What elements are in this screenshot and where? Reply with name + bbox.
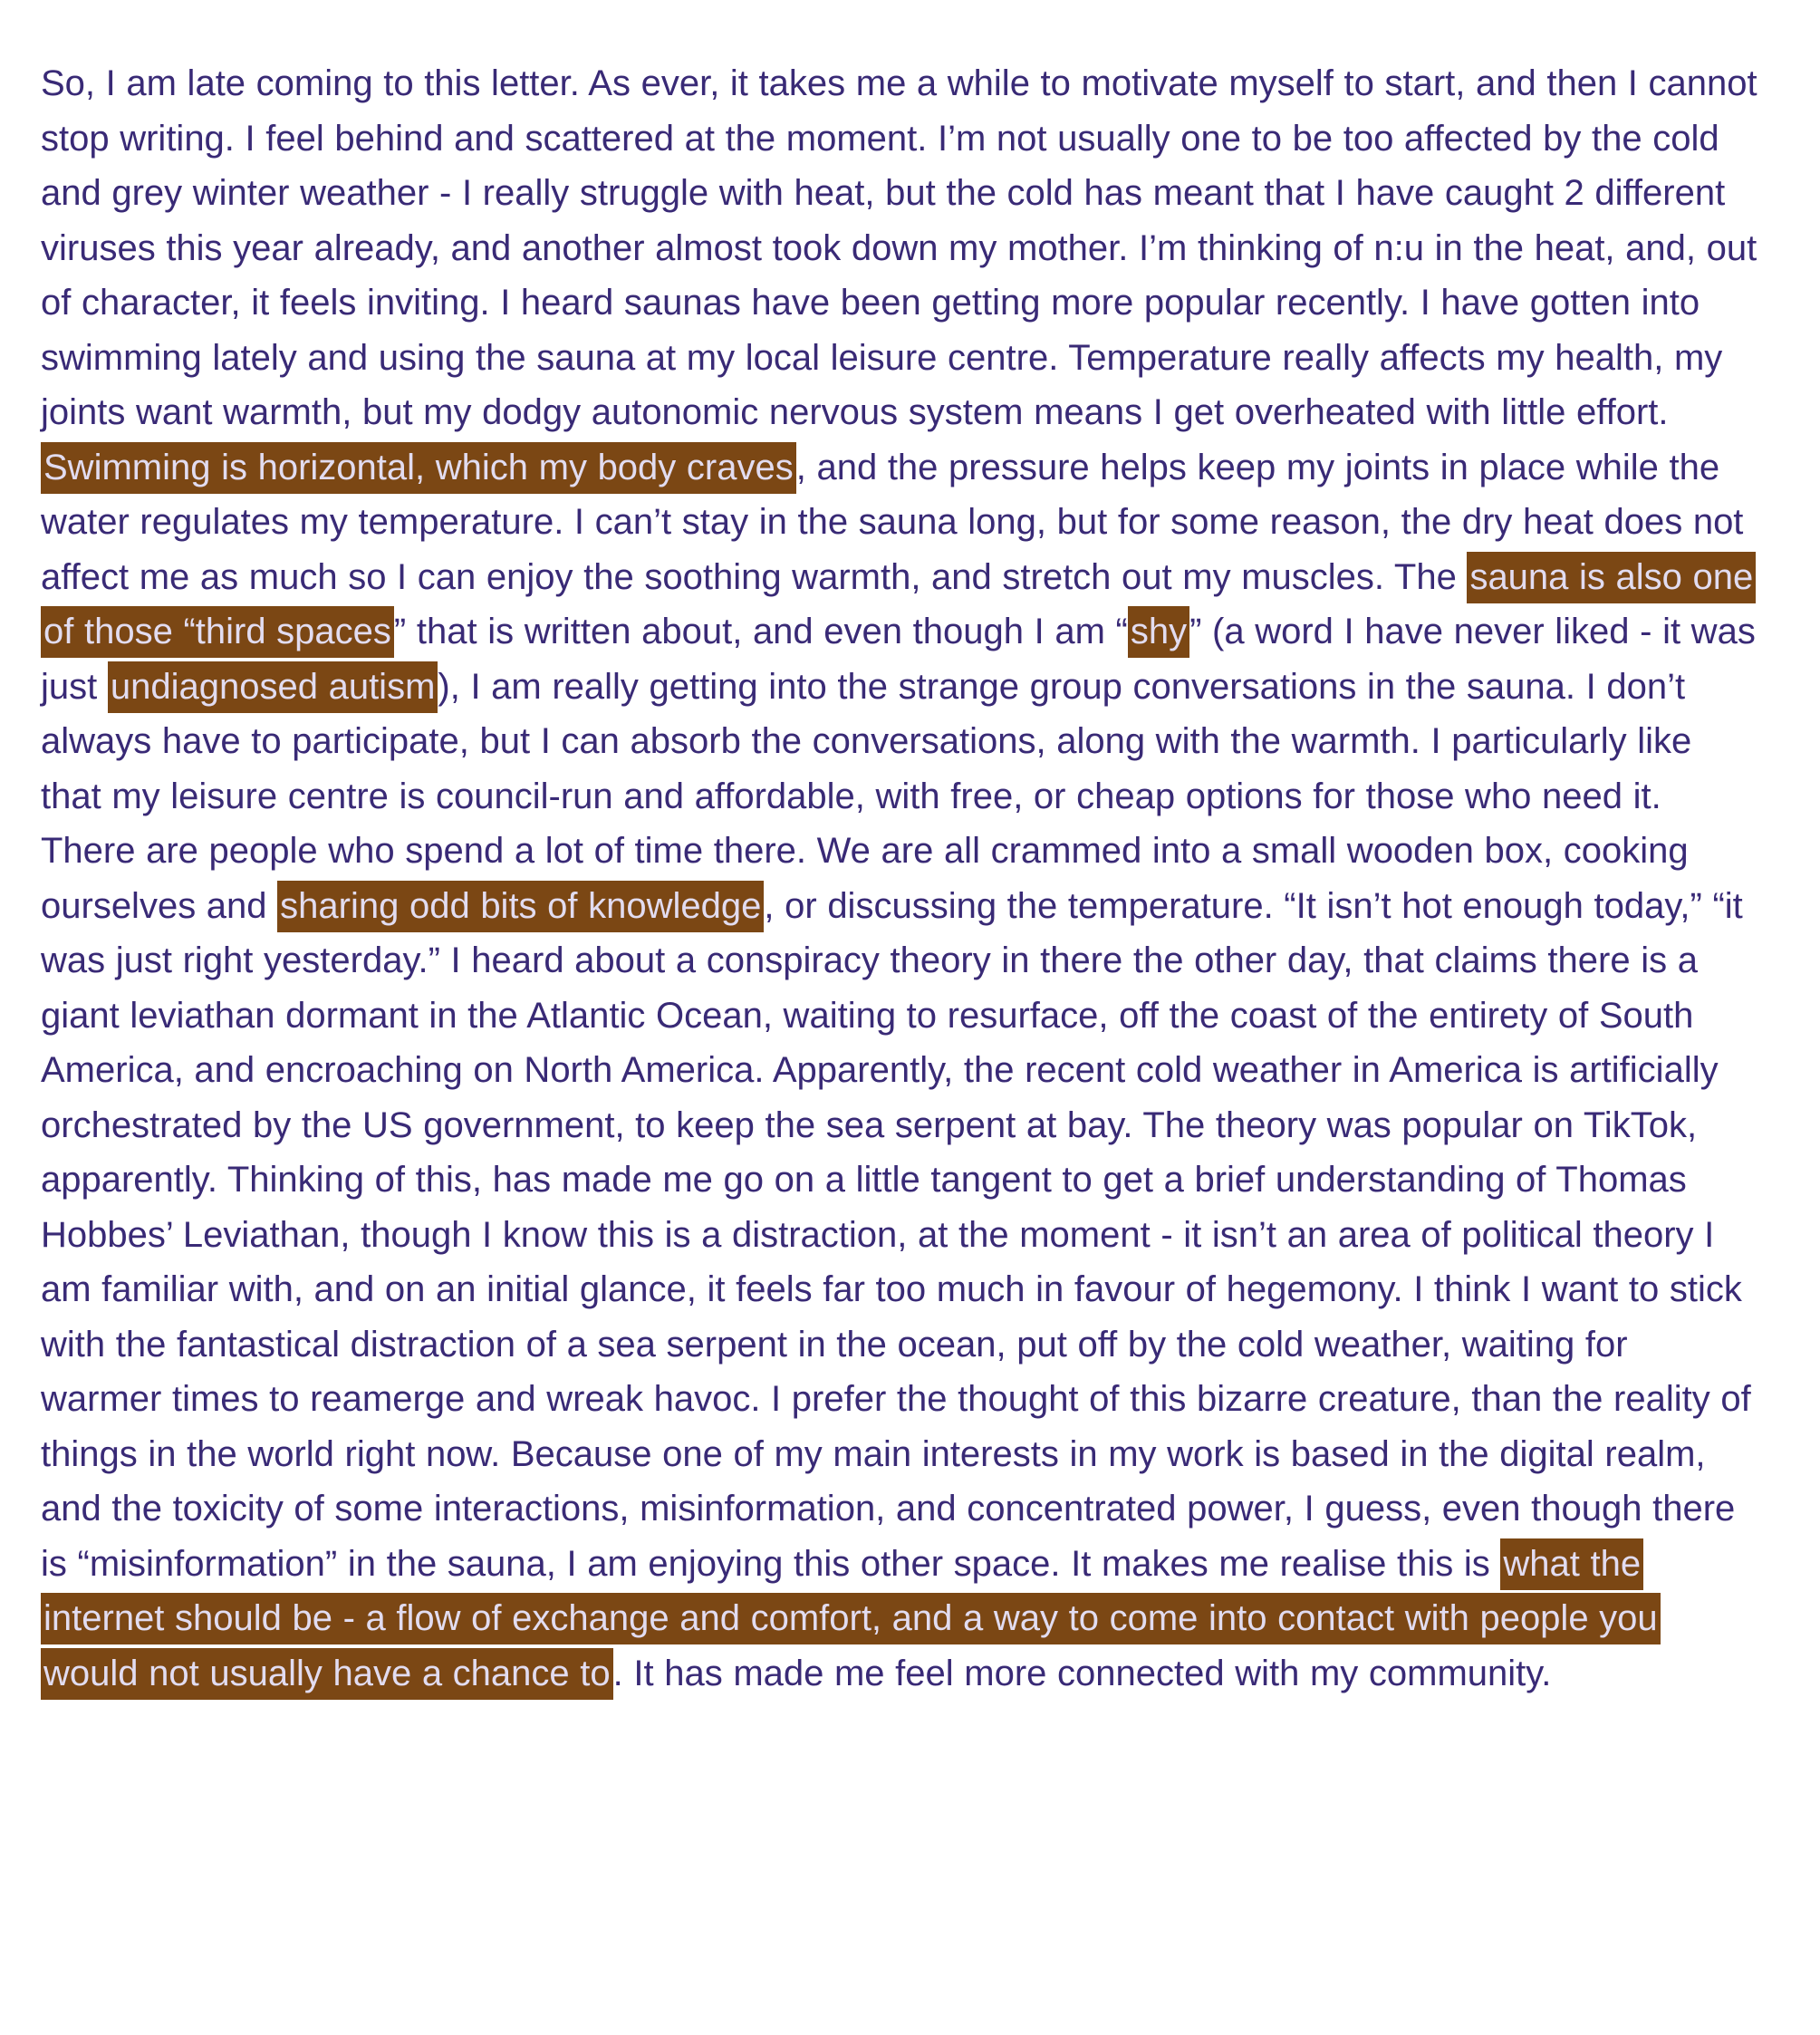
text-run: . It has made me feel more connected with my community. [612,1653,1552,1693]
highlighted-text-run: what the internet should be - a flow of exchange and comfort, and a way to come into contact with people you would not usually have a chance to [41,1538,1661,1700]
highlighted-text-run: undiagnosed autism [108,661,438,713]
letter-paragraph [41,56,1757,1701]
highlighted-text-run: Swimming is horizontal, which my body craves [41,442,796,494]
text-run: ” that is written about, and even though I am “ [393,612,1128,651]
highlighted-text-run: sharing odd bits of knowledge [277,881,764,932]
text-run: , or discussing the temperature. “It isn’t hot enough today,” “it was just right yesterday.” I heard about a conspiracy theory in there the other day, that claims there is a giant leviathan dormant in the Atlantic Ocean, waiting to resurface, off the coast of the entirety of South America, and encroaching on North America. Apparently, the recent cold weather in America is artificially orchestrated by the US government, to keep the sea serpent at bay. The theory was popular on TikTok, apparently. Thinking of this, has made me go on a little tangent to get a brief understanding of Thomas Hobbes’ Leviathan, though I know this is a distraction, at the moment - it isn’t an area of political theory I am familiar with, and on an initial glance, it feels far too much in favour of hegemony. I think I want to stick with the fantastical distraction of a sea serpent in the ocean, put off by the cold weather, waiting for warmer times to reamerge and wreak havoc. I prefer the thought of this bizarre creature, than the reality of things in the world right now. Because one of my main interests in my work is based in the digital realm, and the toxicity of some interactions, misinformation, and concentrated power, I guess, even though there is “misinformation” in the sauna, I am enjoying this other space. It makes me realise this is [41,885,1751,1584]
text-run: ” (a word I have never liked - it was just [41,612,1756,707]
text-run: ), I am really getting into the strange group conversations in the sauna. I don’t always have to participate, but I can absorb the conversations, along with the warmth. I particularly like that my leisure centre is council-run and affordable, with free, or cheap options for those who need it. There are people who spend a lot of time there. We are all crammed into a small wooden box, cooking ourselves and [41,666,1692,926]
highlighted-text-run: sauna is also one of those “third spaces [41,552,1756,659]
text-run: So, I am late coming to this letter. As ever, it takes me a while to motivate myself to start, and then I cannot stop writing. I feel behind and scattered at the moment. I’m not usually one to be too affected by the cold and grey winter weather - I really struggle with heat, but the cold has meant that I have caught 2 different viruses this year already, and another almost took down my mother. I’m thinking of n:u in the heat, and, out of character, it feels inviting. I heard saunas have been getting more popular recently. I have gotten into swimming lately and using the sauna at my local leisure centre. Temperature really affects my health, my joints want warmth, but my dodgy autonomic nervous system means I get overheated with little effort. [41,63,1757,432]
highlighted-text-run: shy [1128,606,1189,658]
text-run: , and the pressure helps keep my joints in place while the water regulates my temperature. I can’t stay in the sauna long, but for some reason, the dry heat does not affect me as much so I can enjoy the soothing warmth, and stretch out my muscles. The [41,447,1744,597]
